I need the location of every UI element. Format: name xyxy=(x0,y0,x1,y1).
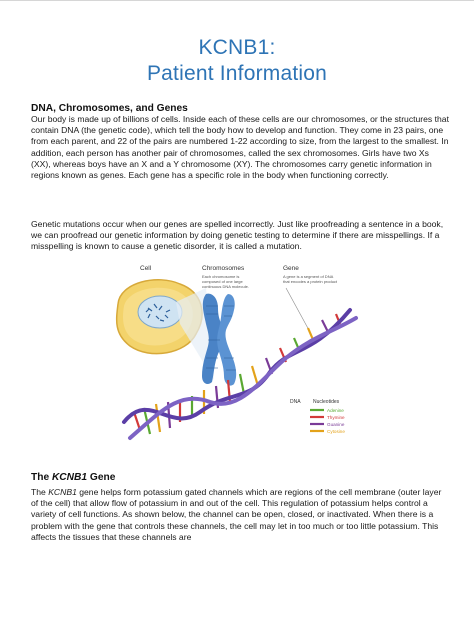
figure-label-chromosomes-desc1: Each chromosome is xyxy=(202,274,240,279)
page-title-line1: KCNB1: xyxy=(198,36,276,59)
nucleotide-legend xyxy=(310,408,345,434)
section1-heading: DNA, Chromosomes, and Genes xyxy=(31,103,188,114)
gene-pointer-line xyxy=(286,288,310,332)
figure-label-chromosomes-desc2: composed of one large xyxy=(202,279,243,284)
page-title-line2: Patient Information xyxy=(146,62,328,85)
section2-heading-suffix: Gene xyxy=(87,472,116,483)
section2-heading-gene: KCNB1 xyxy=(51,472,88,483)
figure-label-gene-desc2: that encodes a protein product xyxy=(283,279,338,284)
legend-label-adenine: Adenine xyxy=(327,407,344,413)
figure-label-dna: DNA xyxy=(290,399,301,405)
figure-label-gene-desc1: A gene is a segment of DNA xyxy=(283,274,334,279)
section2-paragraph-gene: KCNB1 xyxy=(48,487,77,497)
section2-paragraph xyxy=(31,487,449,543)
legend-label-thymine: Thymine xyxy=(327,414,345,420)
section1-paragraph2: Genetic mutations occur when our genes are spelled incorrectly. Just like proofreading a sentence in a book, we can proofread our genetic information by doing genetic testing to determine if there are misspellings. If a misspelling is known to cause a genetic disorder, it is called a mutation. xyxy=(31,219,444,252)
page-bottom-strip xyxy=(0,601,474,632)
section2-paragraph-body: gene helps form potassium gated channels which are regions of the cell membrane (outer layer of the cell) that allow flow of potassium in and out of the cell. This regulation of potassium helps control a variety of cell functions. As shown below, the channel can be open, closed, or inactivated. When there is a problem with the gene that controls these channels, the cell may let in too much or too little potassium. This affects the tissues that these channels are xyxy=(31,487,442,542)
figure-label-cell: Cell xyxy=(140,265,152,272)
section2-heading-prefix: The xyxy=(31,472,52,483)
section2-paragraph-prefix: The xyxy=(31,487,49,497)
dna-figure xyxy=(110,262,370,442)
legend-label-cytosine: Cytosine xyxy=(327,428,345,434)
legend-label-guanine: Guanine xyxy=(327,421,345,427)
figure-label-chromosomes: Chromosomes xyxy=(202,265,245,272)
figure-label-chromosomes-desc3: continuous DNA molecule. xyxy=(202,284,249,289)
figure-label-nucleotides: Nucleotides xyxy=(313,399,340,405)
figure-label-gene: Gene xyxy=(283,265,299,272)
section2-heading xyxy=(31,472,115,483)
section1-paragraph1: Our body is made up of billions of cells. Inside each of these cells are our chromosomes, or the structures that contain DNA (the genetic code), which tell the body how to develop and function. They come in 23 pairs, one from each parent, and 22 of the pairs are numbered 1-22 according to size, from the largest to the smallest. In addition, each person has another pair of chromosomes, called the sex chromosomes. Girls have two Xs (XX), whereas boys have an X and a Y chromosome (XY). The chromosomes carry genetic information in regions known as genes. Each gene has a specific role in the body when functioning correctly. xyxy=(31,114,449,181)
